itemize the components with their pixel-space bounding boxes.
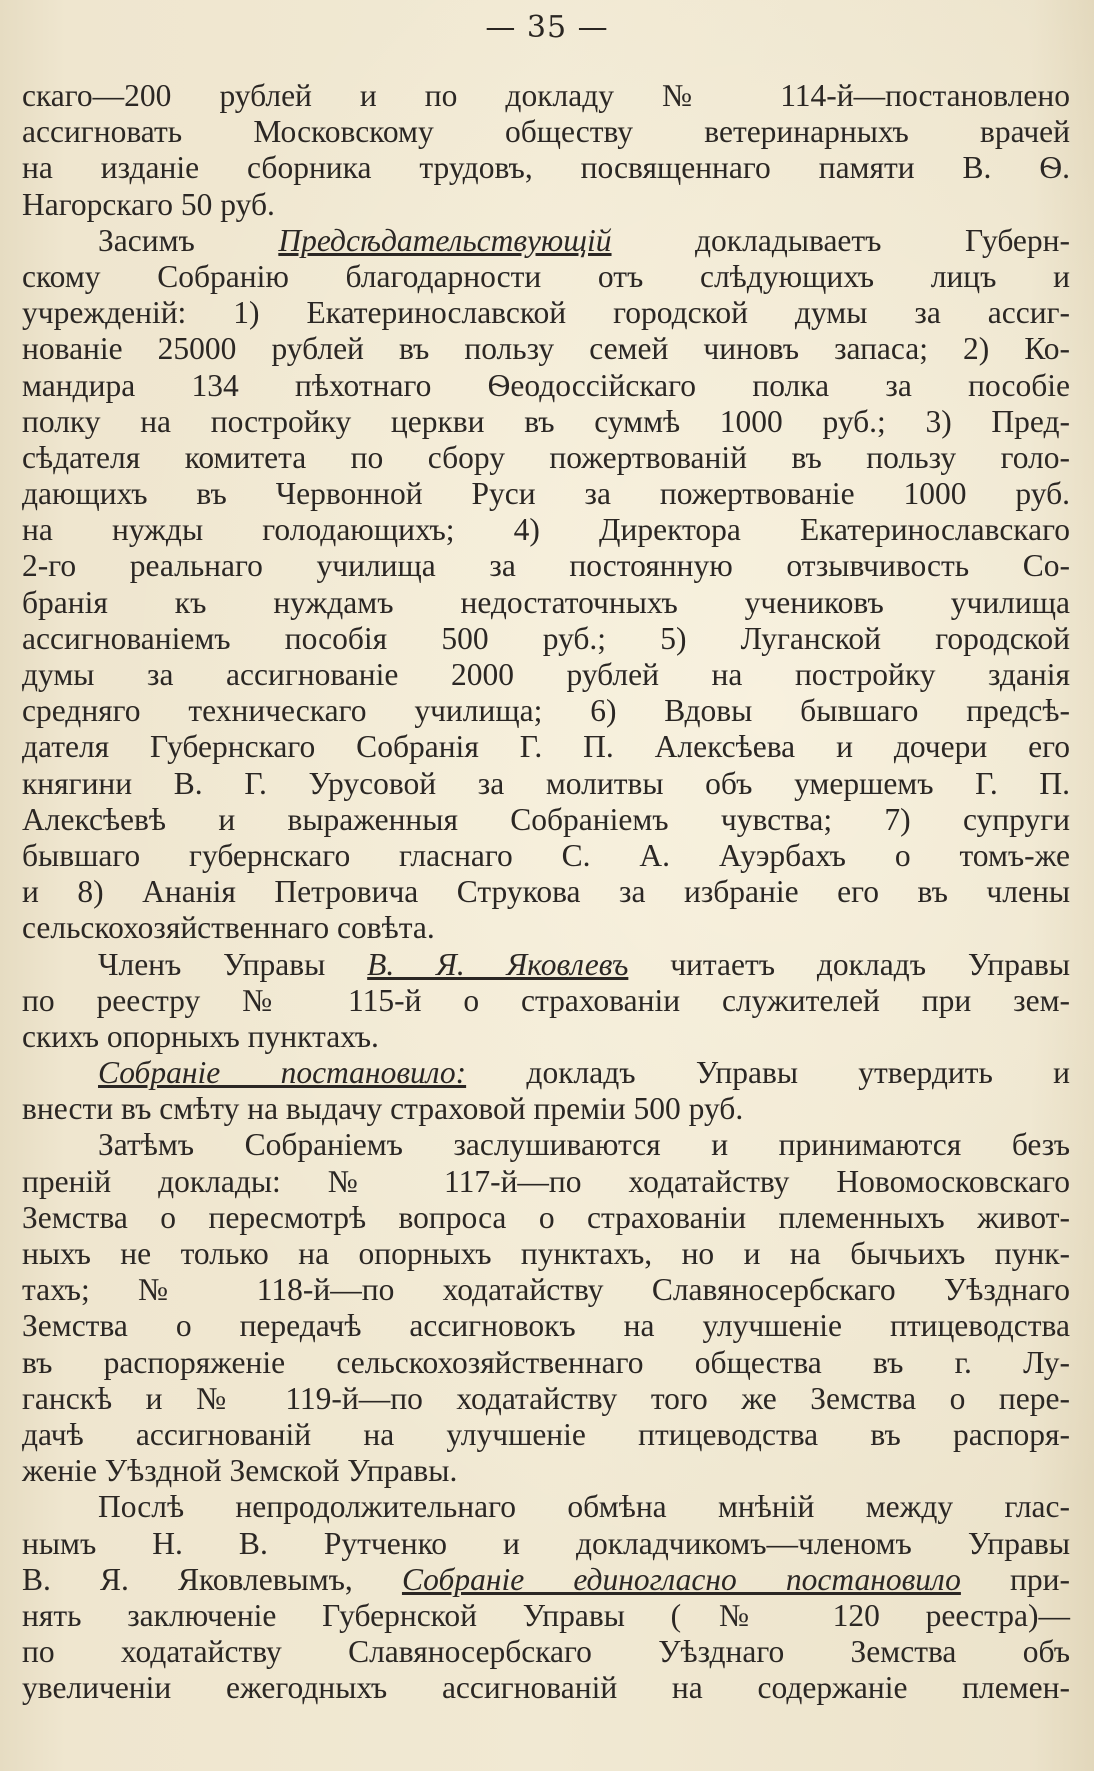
text-line: Земства о передачѣ ассигновокъ на улучшеніе птицеводства [22,1308,1070,1344]
emphasized-text: Собраніе постановило: [98,1055,467,1091]
body-text [22,78,1070,1706]
text-run: докладъ Управы утвердить и [466,1055,1070,1091]
text-line: ганскѣ и № 119-й—по ходатайству того же Земства о пере- [22,1380,1070,1416]
text-line [22,223,1070,259]
text-run: В. Я. Яковлевымъ, [22,1561,402,1597]
text-line: увеличеніи ежегодныхъ ассигнованій на содержаніе племен- [22,1670,1070,1706]
text-line: по ходатайству Славяносербскаго Уѣзднаго Земства объ [22,1634,1070,1670]
text-line: дающихъ въ Червонной Руси за пожертвованіе 1000 руб. [22,476,1070,512]
text-line [22,1055,1070,1091]
emphasized-text: Предсѣдательствующій [278,222,612,258]
text-line: на нужды голодающихъ; 4) Директора Екатеринославскаго [22,512,1070,548]
emphasized-text: В. Я. Яковлевъ [367,946,629,982]
paragraph [22,1055,1070,1127]
text-line: бывшаго губернскаго гласнаго С. А. Ауэрбахъ о томъ-же [22,837,1070,873]
text-run: при- [960,1561,1070,1597]
page-number: — 35 — [485,10,609,45]
text-line: женіе Уѣздной Земской Управы. [22,1453,458,1489]
text-line: внести въ смѣту на выдачу страховой преміи 500 руб. [22,1091,744,1127]
text-line: скому Собранію благодарности отъ слѣдующихъ лицъ и [22,258,1070,294]
text-line: 2-го реальнаго училища за постоянную отзывчивость Со- [22,548,1070,584]
paragraph [22,223,1070,947]
text-line: на изданіе сборника трудовъ, посвященнаго памяти В. Ѳ. [22,150,1070,186]
text-line: средняго техническаго училища; 6) Вдовы бывшаго предсѣ- [22,693,1070,729]
text-run: Засимъ [98,222,279,258]
text-line: въ распоряженіе сельскохозяйственнаго общества въ г. Лу- [22,1344,1070,1380]
text-line: ассигновать Московскому обществу ветеринарныхъ врачей [22,114,1070,150]
text-line: Затѣмъ Собраніемъ заслушиваются и принимаются безъ [98,1127,1070,1163]
paragraph [22,1489,1070,1706]
paragraph [22,78,1070,223]
text-line: скаго—200 рублей и по докладу № 114-й—постановлено [22,78,1070,113]
text-line: нять заключеніе Губернской Управы (№ 120 реестра)— [22,1597,1070,1633]
paragraph [22,947,1070,1056]
text-run: читаетъ докладъ Управы [628,946,1071,982]
text-line: дачѣ ассигнованій на улучшеніе птицеводства въ распоря- [22,1416,1070,1452]
text-run: докладываетъ Губерн- [611,222,1071,258]
emphasized-text: Собраніе единогласно постановило [401,1561,961,1597]
text-line: Земства о пересмотрѣ вопроса о страхованіи племенныхъ живот- [22,1199,1070,1235]
text-line: Алексѣевѣ и выраженныя Собраніемъ чувства; 7) супруги [22,801,1070,837]
text-line [22,947,1070,983]
paragraph [22,1127,1070,1489]
text-line: сѣдателя комитета по сбору пожертвованій въ пользу голо- [22,439,1070,475]
text-line: сельскохозяйственнаго совѣта. [22,910,435,946]
text-line: нымъ Н. В. Рутченко и докладчикомъ—членомъ Управы [22,1525,1070,1561]
text-line: скихъ опорныхъ пунктахъ. [22,1018,379,1054]
text-line: Послѣ непродолжительнаго обмѣна мнѣній между глас- [98,1489,1070,1525]
text-line [22,1562,1070,1598]
text-line: тахъ; № 118-й—по ходатайству Славяносербскаго Уѣзднаго [22,1272,1070,1308]
text-line: нованіе 25000 рублей въ пользу семей чиновъ запаса; 2) Ко- [22,331,1070,367]
text-line: по реестру № 115-й о страхованіи служителей при зем- [22,982,1070,1018]
text-run: Членъ Управы [98,946,368,982]
text-line: ныхъ не только на опорныхъ пунктахъ, но и на бычьихъ пунк- [22,1236,1070,1271]
text-line: княгини В. Г. Урусовой за молитвы объ умершемъ Г. П. [22,765,1070,801]
text-line: и 8) Ананія Петровича Струкова за избраніе его въ члены [22,874,1070,910]
text-line: полку на постройку церкви въ суммѣ 1000 руб.; 3) Пред- [22,403,1070,439]
text-line: думы за ассигнованіе 2000 рублей на постройку зданія [22,657,1070,692]
text-line: Нагорскаго 50 руб. [22,186,275,222]
text-line: мандира 134 пѣхотнаго Ѳеодоссійскаго полка за пособіе [22,367,1070,403]
text-line: бранія къ нуждамъ недостаточныхъ учениковъ училища [22,584,1070,620]
text-line: дателя Губернскаго Собранія Г. П. Алексѣева и дочери его [22,729,1070,765]
text-line: ассигнованіемъ пособія 500 руб.; 5) Луганской городской [22,620,1070,656]
text-line: учрежденій: 1) Екатеринославской городской думы за ассиг- [22,295,1070,331]
text-line: преній доклады: № 117-й—по ходатайству Новомосковскаго [22,1163,1070,1199]
